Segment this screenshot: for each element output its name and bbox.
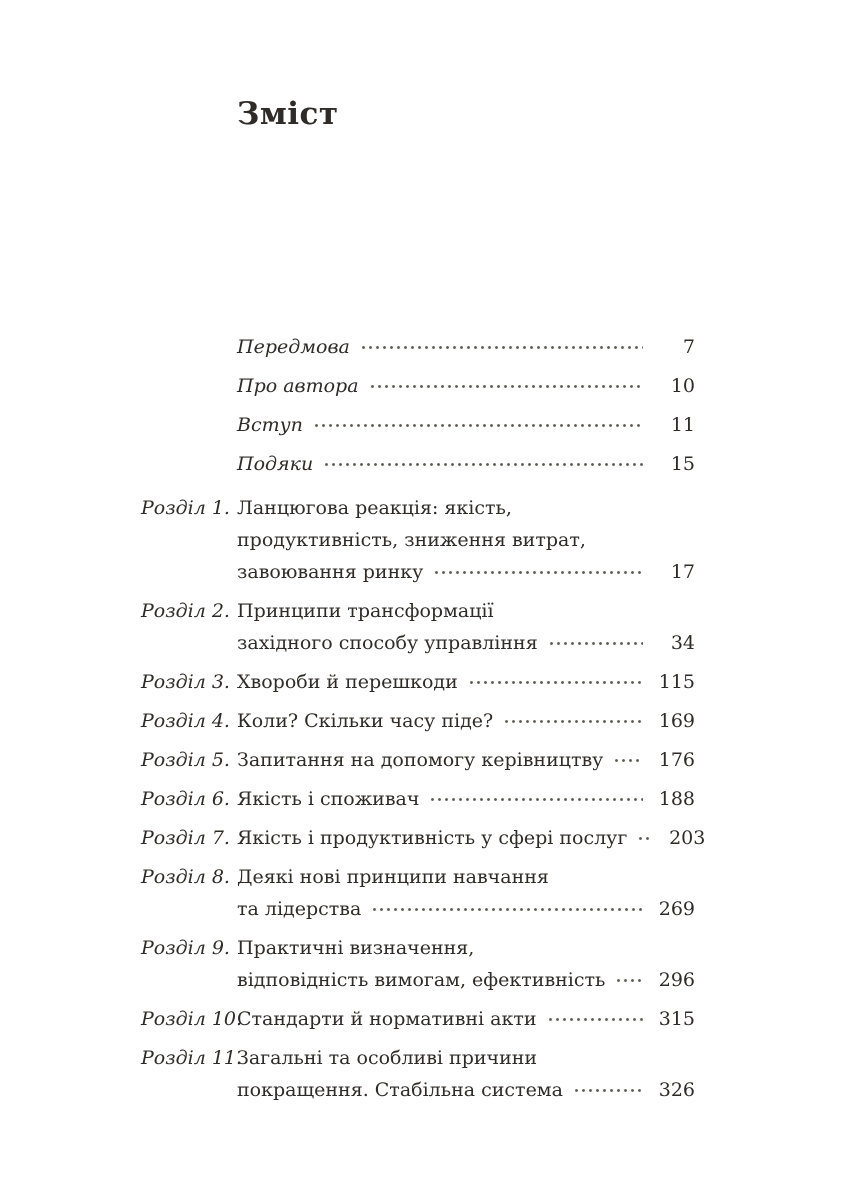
toc-chapter-entry bbox=[0, 666, 849, 698]
chapter-title-line: Принципи трансформації bbox=[237, 600, 494, 622]
chapter-title-line: завоювання ринку bbox=[237, 561, 424, 583]
toc-chapter-entry bbox=[0, 1042, 849, 1106]
toc-entry bbox=[0, 406, 849, 445]
chapter-title-line-row bbox=[237, 822, 706, 854]
dotted-leader bbox=[617, 975, 643, 986]
chapter-label: Розділ 2. bbox=[141, 600, 230, 622]
chapter-title-block bbox=[237, 1003, 695, 1035]
chapter-page-number: 17 bbox=[670, 561, 695, 583]
chapter-title-block bbox=[237, 932, 695, 996]
dotted-leader bbox=[362, 342, 643, 353]
chapter-page-number: 115 bbox=[658, 671, 695, 693]
chapter-title-line-row bbox=[237, 705, 695, 737]
toc-entry-title: Передмова bbox=[237, 336, 350, 358]
chapter-page-number: 203 bbox=[669, 827, 706, 849]
chapter-title-block bbox=[237, 822, 706, 854]
dotted-leader bbox=[615, 755, 643, 766]
chapter-title-line: Хвороби й перешкоди bbox=[237, 671, 458, 693]
chapter-title-line: продуктивність, зниження витрат, bbox=[237, 529, 586, 551]
page-title: Зміст bbox=[237, 96, 339, 132]
toc-entry-page-number: 15 bbox=[670, 453, 695, 475]
chapter-title-line: відповідність вимогам, ефективність bbox=[237, 969, 606, 991]
chapter-title-line: Запитання на допомогу керівництву bbox=[237, 749, 604, 771]
chapter-title-line-row bbox=[237, 932, 695, 964]
chapter-title-line: Загальні та особливі причини bbox=[237, 1047, 538, 1069]
dotted-leader bbox=[431, 794, 643, 805]
dotted-leader bbox=[575, 1085, 643, 1096]
toc-entry-page-number: 11 bbox=[670, 414, 695, 436]
dotted-leader bbox=[549, 1014, 643, 1025]
chapter-title-line-row bbox=[237, 783, 695, 815]
chapter-label: Розділ 10. bbox=[141, 1008, 243, 1030]
toc-chapter-entry bbox=[0, 932, 849, 996]
chapter-label: Розділ 9. bbox=[141, 937, 230, 959]
toc-entry bbox=[0, 328, 849, 367]
chapter-title-line: Деякі нові принципи навчання bbox=[237, 866, 549, 888]
chapter-label: Розділ 7. bbox=[141, 827, 230, 849]
chapter-title-block bbox=[237, 1042, 695, 1106]
chapter-title-line-row bbox=[237, 1042, 695, 1074]
toc-chapter-entry bbox=[0, 1003, 849, 1035]
toc-entry bbox=[0, 367, 849, 406]
chapter-title-block bbox=[237, 492, 695, 588]
chapter-label: Розділ 6. bbox=[141, 788, 230, 810]
chapter-title-line-row bbox=[237, 627, 695, 659]
chapter-title-block bbox=[237, 861, 695, 925]
chapter-title-block bbox=[237, 705, 695, 737]
chapter-label: Розділ 1. bbox=[141, 497, 230, 519]
chapter-title-line-row bbox=[237, 893, 695, 925]
dotted-leader bbox=[639, 833, 653, 844]
chapter-page-number: 169 bbox=[658, 710, 695, 732]
chapter-title-line: Якість і споживач bbox=[237, 788, 420, 810]
chapter-title-line-row bbox=[237, 861, 695, 893]
dotted-leader bbox=[470, 677, 643, 688]
dotted-leader bbox=[505, 716, 643, 727]
toc-chapter-entry bbox=[0, 783, 849, 815]
chapter-page-number: 326 bbox=[658, 1079, 695, 1101]
dotted-leader bbox=[315, 420, 643, 431]
dotted-leader bbox=[550, 638, 643, 649]
chapter-label: Розділ 4. bbox=[141, 710, 230, 732]
chapter-title-line-row bbox=[237, 1003, 695, 1035]
toc-chapter-entry bbox=[0, 492, 849, 588]
toc-entry bbox=[0, 445, 849, 484]
chapter-page-number: 269 bbox=[658, 898, 695, 920]
chapter-title-line: Ланцюгова реакція: якість, bbox=[237, 497, 512, 519]
toc-chapter-entry bbox=[0, 744, 849, 776]
chapter-title-line-row bbox=[237, 744, 695, 776]
dotted-leader bbox=[373, 904, 643, 915]
toc-chapter-entry bbox=[0, 705, 849, 737]
dotted-leader bbox=[371, 381, 643, 392]
chapter-page-number: 34 bbox=[670, 632, 695, 654]
chapter-label: Розділ 11. bbox=[141, 1047, 243, 1069]
chapter-title-line-row bbox=[237, 524, 695, 556]
toc-entry-title: Вступ bbox=[237, 414, 303, 436]
toc-entry-page-number: 7 bbox=[682, 336, 695, 358]
chapter-title-block bbox=[237, 595, 695, 659]
toc-entry-title: Подяки bbox=[237, 453, 314, 475]
toc-chapter-entry bbox=[0, 595, 849, 659]
chapter-title-line: Якість і продуктивність у сфері послуг bbox=[237, 827, 628, 849]
toc-chapter-entry bbox=[0, 822, 849, 854]
chapter-title-line-row bbox=[237, 556, 695, 588]
dotted-leader bbox=[435, 567, 643, 578]
chapter-title-line: Коли? Скільки часу піде? bbox=[237, 710, 494, 732]
chapter-list bbox=[0, 492, 849, 1113]
chapter-title-line: Стандарти й нормативні акти bbox=[237, 1008, 537, 1030]
toc-chapter-entry bbox=[0, 861, 849, 925]
toc-entry-page-number: 10 bbox=[670, 375, 695, 397]
chapter-title-block bbox=[237, 783, 695, 815]
chapter-title-line: західного способу управління bbox=[237, 632, 538, 654]
chapter-title-line-row bbox=[237, 1074, 695, 1106]
chapter-label: Розділ 3. bbox=[141, 671, 230, 693]
chapter-title-block bbox=[237, 744, 695, 776]
chapter-title-line: та лідерства bbox=[237, 898, 362, 920]
chapter-page-number: 296 bbox=[658, 969, 695, 991]
chapter-page-number: 315 bbox=[658, 1008, 695, 1030]
chapter-title-line: Практичні визначення, bbox=[237, 937, 475, 959]
toc-entry-title: Про автора bbox=[237, 375, 359, 397]
chapter-label: Розділ 5. bbox=[141, 749, 230, 771]
front-matter-list bbox=[0, 328, 849, 484]
chapter-title-line-row bbox=[237, 964, 695, 996]
chapter-title-block bbox=[237, 666, 695, 698]
dotted-leader bbox=[325, 459, 643, 470]
chapter-page-number: 188 bbox=[658, 788, 695, 810]
chapter-page-number: 176 bbox=[658, 749, 695, 771]
chapter-title-line-row bbox=[237, 492, 695, 524]
chapter-title-line-row bbox=[237, 595, 695, 627]
chapter-title-line-row bbox=[237, 666, 695, 698]
chapter-label: Розділ 8. bbox=[141, 866, 230, 888]
chapter-title-line: покращення. Стабільна система bbox=[237, 1079, 563, 1101]
